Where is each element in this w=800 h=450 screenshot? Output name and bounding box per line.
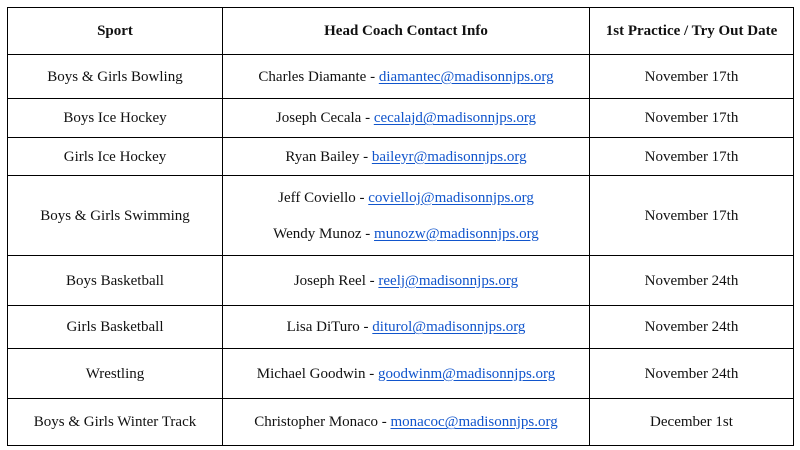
separator: - bbox=[361, 225, 375, 242]
coach-cell bbox=[223, 176, 590, 256]
coach-email-link[interactable]: diamantec@madisonnjps.org bbox=[378, 68, 554, 85]
header-sport: Sport bbox=[8, 8, 223, 55]
date-cell: November 17th bbox=[590, 138, 794, 176]
separator: - bbox=[359, 148, 372, 165]
date-cell: December 1st bbox=[590, 399, 794, 446]
sport-cell: Boys Basketball bbox=[8, 256, 223, 306]
coach-name: Joseph Reel bbox=[293, 272, 366, 289]
separator: - bbox=[365, 272, 379, 289]
date-cell: November 17th bbox=[590, 176, 794, 256]
header-first-practice-date: 1st Practice / Try Out Date bbox=[590, 8, 794, 55]
coach-email-link[interactable]: goodwinm@madisonnjps.org bbox=[377, 365, 556, 382]
coach-cell bbox=[223, 55, 590, 99]
sport-cell: Girls Ice Hockey bbox=[8, 138, 223, 176]
sport-cell: Boys & Girls Winter Track bbox=[8, 399, 223, 446]
coach-email-link[interactable]: baileyr@madisonnjps.org bbox=[371, 148, 527, 165]
coach-email-link[interactable]: reelj@madisonnjps.org bbox=[378, 272, 519, 289]
coach-email-link[interactable]: covielloj@madisonnjps.org bbox=[368, 189, 534, 206]
sport-cell: Boys & Girls Swimming bbox=[8, 176, 223, 256]
coach-entry bbox=[223, 225, 589, 243]
coach-entry bbox=[223, 365, 589, 383]
coach-name: Jeff Coviello bbox=[278, 189, 356, 206]
table-row bbox=[8, 176, 794, 256]
coach-name: Joseph Cecala bbox=[275, 110, 362, 126]
coach-cell bbox=[223, 256, 590, 306]
coach-entry bbox=[223, 189, 589, 207]
coach-entry bbox=[223, 109, 589, 127]
date-cell: November 17th bbox=[590, 99, 794, 138]
sport-cell: Boys & Girls Bowling bbox=[8, 55, 223, 99]
table-row bbox=[8, 399, 794, 446]
header-coach-contact: Head Coach Contact Info bbox=[223, 8, 590, 55]
table-row bbox=[8, 138, 794, 176]
separator: - bbox=[366, 68, 379, 85]
separator: - bbox=[359, 319, 373, 335]
separator: - bbox=[377, 414, 391, 430]
coach-email-link[interactable]: munozw@madisonnjps.org bbox=[374, 225, 539, 242]
coach-email-link[interactable]: cecalajd@madisonnjps.org bbox=[373, 110, 537, 126]
coach-entry bbox=[223, 148, 589, 166]
table-row bbox=[8, 349, 794, 399]
coach-entry bbox=[223, 318, 589, 336]
date-cell: November 24th bbox=[590, 256, 794, 306]
coach-email-link[interactable]: diturol@madisonnjps.org bbox=[372, 319, 526, 335]
coach-email-link[interactable]: monacoc@madisonnjps.org bbox=[390, 414, 558, 430]
table-row bbox=[8, 256, 794, 306]
coach-entry bbox=[223, 272, 589, 290]
date-cell: November 17th bbox=[590, 55, 794, 99]
coach-cell bbox=[223, 99, 590, 138]
sport-cell: Wrestling bbox=[8, 349, 223, 399]
coach-entry bbox=[223, 68, 589, 86]
coach-name: Michael Goodwin bbox=[256, 365, 366, 382]
table-row bbox=[8, 306, 794, 349]
separator: - bbox=[361, 110, 374, 126]
coach-name: Charles Diamante bbox=[258, 68, 367, 85]
coach-cell bbox=[223, 349, 590, 399]
table-row bbox=[8, 99, 794, 138]
coach-name: Wendy Munoz bbox=[273, 225, 362, 242]
coach-entry bbox=[223, 413, 589, 431]
coach-table bbox=[7, 7, 794, 446]
coach-name: Lisa DiTuro bbox=[286, 319, 360, 335]
sport-cell: Girls Basketball bbox=[8, 306, 223, 349]
coach-name: Ryan Bailey bbox=[285, 148, 360, 165]
header-row bbox=[8, 8, 794, 55]
separator: - bbox=[365, 365, 378, 382]
coach-name: Christopher Monaco bbox=[254, 414, 378, 430]
sport-cell: Boys Ice Hockey bbox=[8, 99, 223, 138]
date-cell: November 24th bbox=[590, 306, 794, 349]
date-cell: November 24th bbox=[590, 349, 794, 399]
separator: - bbox=[355, 189, 369, 206]
table-row bbox=[8, 55, 794, 99]
coach-cell bbox=[223, 399, 590, 446]
coach-cell bbox=[223, 306, 590, 349]
coach-cell bbox=[223, 138, 590, 176]
